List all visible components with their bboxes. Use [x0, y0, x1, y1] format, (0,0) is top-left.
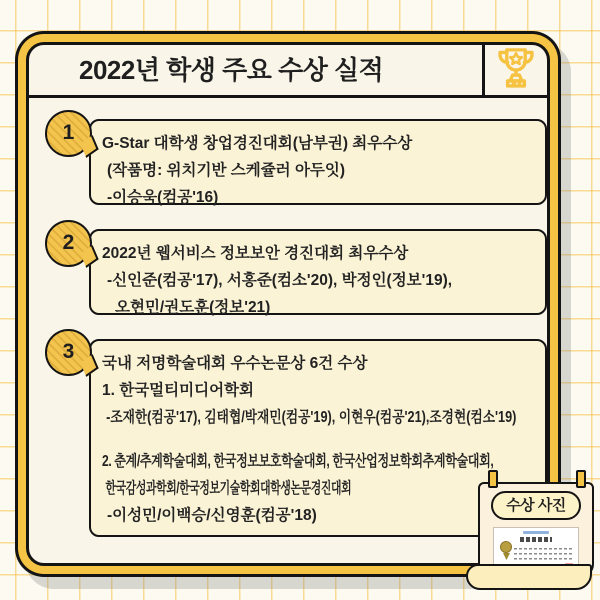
certificate-title-text	[520, 537, 552, 542]
certificate-ribbon-seal	[500, 541, 512, 553]
trophy-icon	[494, 44, 538, 96]
award-line: 1. 한국멀티미디어학회	[102, 382, 254, 399]
award-line: 2. 춘계/추계학술대회, 한국정보보호학술대회, 한국산업정보학회추계학술대회,	[102, 453, 494, 470]
award-line: 2022년 웹서비스 정보보안 경진대회 최우수상	[102, 245, 409, 262]
award-line: -조재한(컴공'17), 김태협/박재민(컴공'19), 이현우(컴공'21),조경현(컴소'19)	[106, 409, 517, 426]
certificate-body-text	[514, 548, 572, 562]
award-line: (작품명: 위치기반 스케쥴러 아두잇)	[107, 162, 346, 179]
award-box-1	[89, 119, 547, 205]
card-header	[29, 45, 547, 98]
award-box-2	[89, 229, 547, 315]
award-line: 한국감성과학회/한국정보기술학회대학생논문경진대회	[105, 480, 352, 497]
photo-calendar	[466, 468, 598, 594]
award-number-badge: 1	[45, 110, 92, 157]
award-number-badge: 2	[45, 220, 92, 267]
award-line: -신인준(컴공'17), 서홍준(컴소'20), 박정인(정보'19),	[107, 272, 453, 289]
award-number-badge: 3	[45, 329, 92, 376]
award-line: -이성민/이백승/신영훈(컴공'18)	[107, 507, 317, 524]
award-line: G-Star 대학생 창업경진대회(남부권) 최우수상	[102, 135, 413, 152]
calendar-clip-left-icon	[488, 470, 498, 488]
page-title: 2022년 학생 주요 수상 실적	[79, 55, 384, 85]
calendar-page-curl	[466, 564, 592, 590]
calendar-clip-right-icon	[576, 470, 586, 488]
trophy-box	[482, 45, 547, 95]
award-line: 국내 저명학술대회 우수논문상 6건 수상	[102, 355, 368, 372]
line-spacer	[102, 431, 535, 448]
award-line: 오현민/권도훈(정보'21)	[115, 299, 271, 316]
photo-label-pill: 수상 사진	[491, 491, 581, 520]
certificate-logo	[523, 531, 549, 534]
award-line: -이승욱(컴공'16)	[107, 189, 219, 206]
